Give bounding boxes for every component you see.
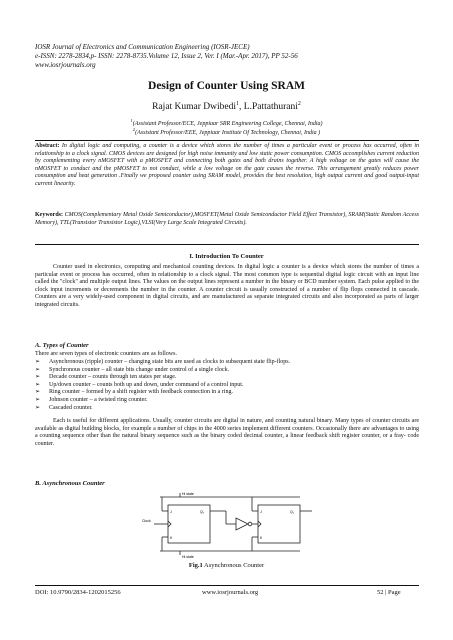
asynchronous-counter-figure [140,489,320,559]
types-intro: There are seven types of electronic counters are as follows. [35,351,177,357]
ff2-k-label: K [260,536,263,540]
hi-state-bottom-label: Hi state [182,555,194,559]
arrow-bullet-icon: ➢ [35,381,41,388]
arrow-bullet-icon: ➢ [35,374,41,381]
counter-type-item [35,374,419,382]
keywords-text: CMOS(Complementary Metal Oxide Semiconductor),MOSFET(Metal Oxide Semiconductor Field Effect Transistor), SRAM(Static Random Access Memory), TTL(Transistor Transistor Logic),VLSI(Very Large Scale Integrated Circuits). [35,212,419,226]
types-paragraph: Each is useful for different applications. Usually, counter circuits are digital in nature, and counting natural binary. Many types of counter circuits are available as digital building blocks, for example a number of chips in the 4000 series implement different counters. Occasionally there are advantages to using a counting sequence other than the natural binary sequence such as the binary coded decimal counter, a linear feedback shift register counter, or a fray- code counter. [35,418,419,447]
ff1-k-label: K [170,536,173,540]
footer-page: 52 | Page [377,589,401,596]
arrow-bullet-icon: ➢ [35,366,41,373]
counter-type-text: Up/down counter – counts both up and down, under command of a control input. [49,381,244,388]
counter-type-text: Ring counter – formed by a shift register with feedback connection in a ring. [49,389,233,396]
arrow-bullet-icon: ➢ [35,359,41,365]
abstract-label: Abstract: [35,143,60,149]
footer-website: www.iosrjournals.org [202,589,259,596]
counter-type-item [35,405,419,413]
ff2-output-label: Q₁ [290,510,294,514]
arrow-bullet-icon: ➢ [35,396,41,403]
counter-type-text: Johnson counter – a twisted ring counter. [49,396,148,403]
counter-types-list [35,359,419,412]
author-2-sup: 2 [297,101,301,107]
footer-rule [35,585,419,586]
paper-title: Design of Counter Using SRAM [148,80,305,92]
abstract [35,143,419,189]
abstract-top-rule [35,140,419,141]
section-heading-introduction: I. Introduction To Counter [189,253,264,260]
counter-type-text: Asynchronous (ripple) counter – changing state bits are used as clocks to subsequent state flip-flops. [49,359,291,365]
subsection-heading-types: A. Types of Counter [35,342,89,349]
figure-caption-label: Fig.1 [188,562,203,569]
counter-type-item [35,389,419,397]
clock-label: Clock [142,519,151,523]
counter-type-item [35,359,419,367]
subsection-heading-async: B. Asynchronous Counter [35,480,105,487]
authors [0,101,453,112]
issn-line: e-ISSN: 2278-2834,p- ISSN: 2278-8735.Volume 12, Issue 2, Ver. I (Mar.-Apr. 2017), PP 52-56 [35,52,298,60]
journal-website: www.iosrjournals.org [35,61,96,69]
hi-state-top-label: Hi state [182,492,194,496]
counter-type-item [35,397,419,405]
author-2: , L.Pattathurani [239,102,298,113]
introduction-paragraph: Counter used in electronics, computing and mechanical counting devices. In digital logic a counter is a device which stores the number of times a particular event or process has occurred, often in relationship to a clock signal. The most common type is sequential digital logic circuit with an input line called the "clock" and multiple output lines. The values on the output lines represent a number in the binary or BCD number system. Each pulse applied to the clock input increments or decrements the number in the counter. A counter circuit is usually constructed of a number of flip flops connected in cascade. Counters are a very widely-used component in digital circuits, and are manufactured as separate integrated circuits and also incorporated as parts of larger integrated circuits. [35,264,419,308]
inverter-symbol [236,518,248,530]
arrow-bullet-icon: ➢ [35,404,41,411]
footer-doi: DOI: 10.9790/2834-1202015256 [35,589,121,596]
counter-type-text: Decade counter – counts through ten states per stage. [49,374,177,381]
abstract-text: In digital logic and computing, a counter is a device which stores the number of times a particular event or process has occurred, often in relationship to a clock signal. CMOS devices are designed for high noise immunity and low static power consumption. CMOS accomplishes current reduction by complementing every nMOSFET with a pMOSFET and connecting both gates and both drains together. A high voltage on the gates will cause the nMOSFET to conduct and the pMOSFET to not conduct, while a low voltage on the gate causes the reverse. This arrangement greatly reduces power consumption and heat generation .Finally we proposed counter using SRAM model, provides the best resolution, high output current and good output-input current linearity. [35,143,419,187]
keywords [35,212,419,227]
counter-type-item [35,367,419,375]
ff1-j-label: J [170,510,172,514]
counter-type-text: Synchronous counter – all state bits change under control of a single clock. [49,366,230,373]
keywords-label: Keywords: [35,212,63,218]
affiliation-2-sup: 2 [132,127,136,132]
author-1: Rajat Kumar Dwibedi [152,102,237,113]
journal-name: IOSR Journal of Electronics and Communication Engineering (IOSR-JECE) [35,43,250,51]
abstract-bottom-rule [35,244,419,245]
ff2-j-label: J [260,510,262,514]
figure-caption-text: Asynchronous Counter [202,562,265,569]
author-1-sup: 1 [236,101,240,107]
affiliation-2 [0,126,453,137]
counter-type-text: Cascaded counter. [49,404,93,411]
affiliation-1-text: (Assistant Professor/ECE, Jeppiaar SRR Engineering College, Chennai, India) [132,121,323,127]
affiliation-1-sup: 1 [130,118,133,123]
ff1-output-label: Q₀ [200,510,205,514]
arrow-bullet-icon: ➢ [35,389,41,396]
figure-caption [0,562,453,569]
affiliation-2-text: (Assistant Professor/EEE, Jeppiaar Institute Of Technology, Chennai, India ) [135,130,321,136]
